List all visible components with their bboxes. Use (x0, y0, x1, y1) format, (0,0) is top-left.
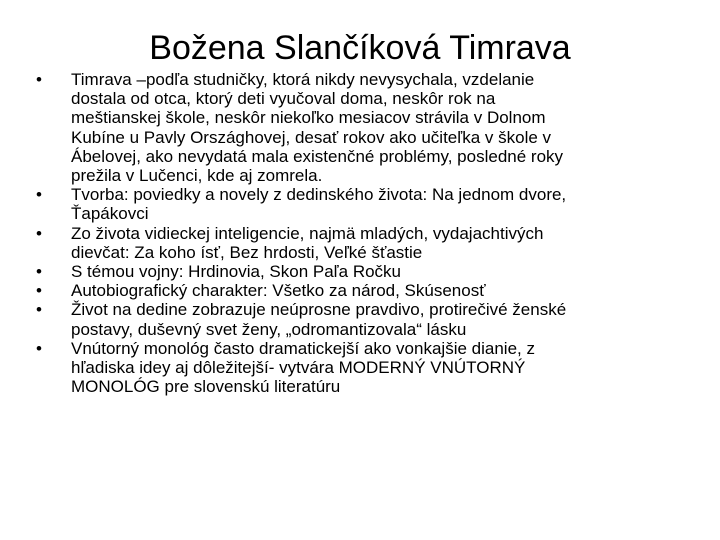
bullet-text-line: Tvorba: poviedky a novely z dedinského života: Na jednom dvore, (71, 185, 567, 205)
bullet-list (36, 70, 666, 396)
bullet-text-line: Ťapákovci (71, 204, 149, 224)
bullet-item (36, 300, 666, 338)
bullet-item (36, 281, 666, 300)
bullet-icon: • (36, 300, 42, 320)
bullet-icon: • (36, 338, 42, 358)
bullet-text-line: Život na dedine zobrazuje neúprosne pravdivo, protirečivé ženské (71, 300, 567, 320)
bullet-text-line: MONOLÓG pre slovenskú literatúru (71, 377, 341, 397)
bullet-text-line: Timrava –podľa studničky, ktorá nikdy nevysychala, vzdelanie (71, 70, 535, 89)
bullet-text-line: postavy, duševný svet ženy, „odromantizovala“ lásku (71, 319, 467, 339)
slide-title: Božena Slančíková Timrava (149, 29, 571, 67)
bullet-item (36, 262, 666, 281)
bullet-item (36, 339, 666, 397)
bullet-text-line: S témou vojny: Hrdinovia, Skon Paľa Ročku (71, 262, 402, 282)
bullet-item (36, 224, 666, 262)
bullet-text-line: Vnútorný monológ často dramatickejší ako vonkajšie dianie, z (71, 338, 535, 358)
bullet-text-line: hľadiska idey aj dôležitejší- vytvára MODERNÝ VNÚTORNÝ (71, 358, 526, 378)
bullet-icon: • (36, 262, 42, 282)
bullet-text-line: Autobiografický charakter: Všetko za národ, Skúsenosť (71, 281, 486, 301)
bullet-item (36, 185, 666, 223)
bullet-icon: • (36, 223, 42, 243)
bullet-icon: • (36, 70, 42, 89)
bullet-icon: • (36, 281, 42, 301)
bullet-icon: • (36, 185, 42, 205)
bullet-text-line: dostala od otca, ktorý deti vyučoval doma, neskôr rok na (71, 89, 496, 109)
bullet-text-line: Kubíne u Pavly Országhovej, desať rokov ako učiteľka v škole v (71, 127, 552, 147)
bullet-text-line: meštianskej škole, neskôr niekoľko mesiacov strávila v Dolnom (71, 108, 546, 128)
bullet-text-line: Zo života vidieckej inteligencie, najmä mladých, vydajachtivých (71, 223, 544, 243)
bullet-text-line: Ábelovej, ako nevydatá mala existenčné problémy, posledné roky (71, 146, 564, 166)
bullet-text-line: dievčat: Za koho ísť, Bez hrdosti, Veľké šťastie (71, 242, 423, 262)
bullet-item (36, 70, 666, 185)
bullet-text-line: prežila v Lučenci, kde aj zomrela. (71, 166, 323, 186)
